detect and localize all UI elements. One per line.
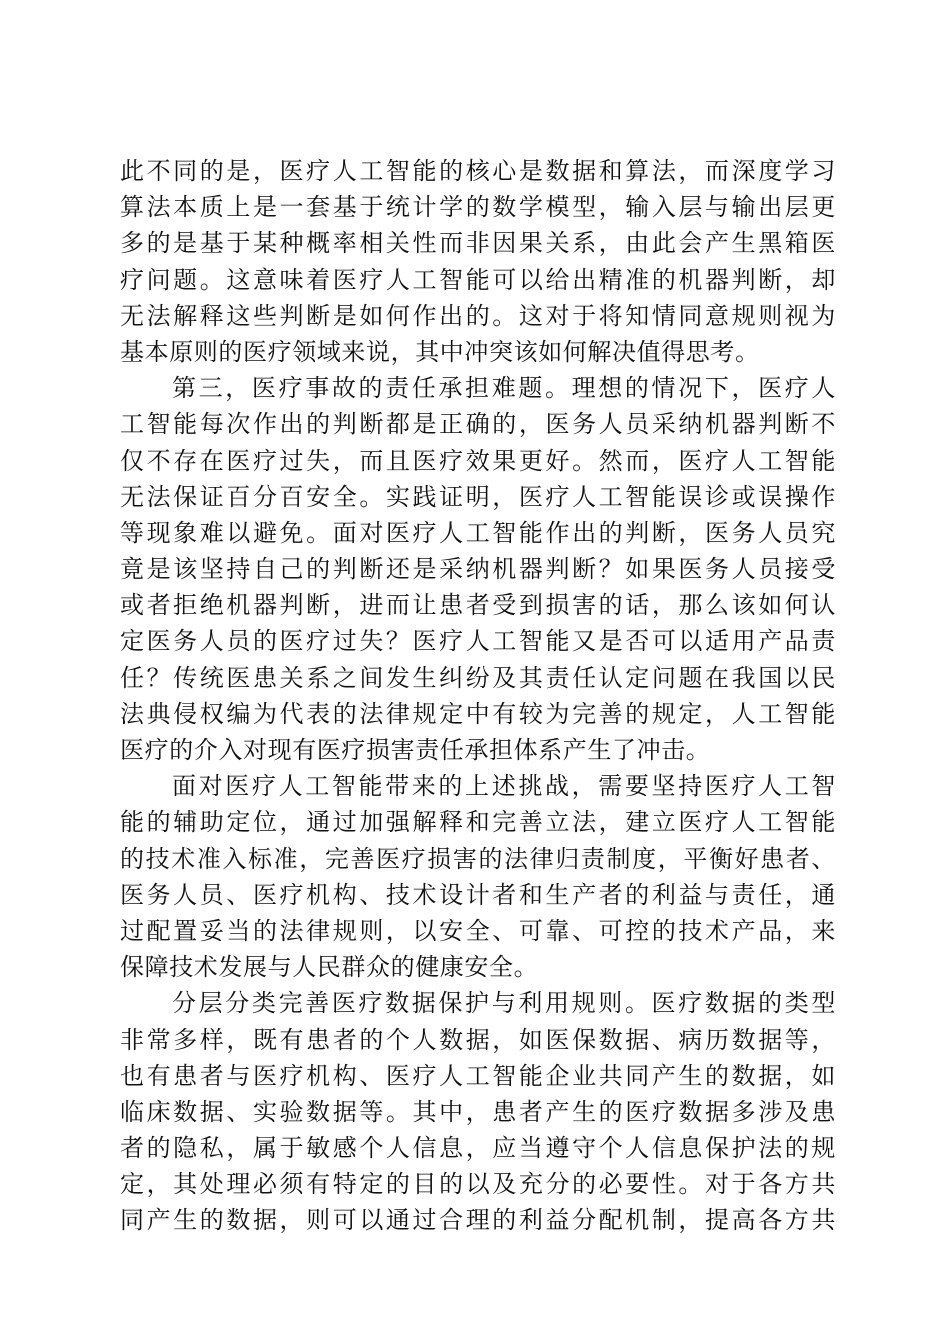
text-line: 基本原则的医疗领域来说，其中冲突该如何解决值得思考。 <box>120 337 760 366</box>
text-line: 竟是该坚持自己的判断还是采纳机器判断？如果医务人员接受 <box>120 555 836 584</box>
text-line: 仅不存在医疗过失，而且医疗效果更好。然而，医疗人工智能 <box>120 446 836 475</box>
paragraph <box>120 153 836 370</box>
text-line: 法典侵权编为代表的法律规定中有较为完善的规定，人工智能 <box>120 699 836 728</box>
text-line: 此不同的是，医疗人工智能的核心是数据和算法，而深度学习 <box>120 157 836 185</box>
text-line: 保障技术发展与人民群众的健康安全。 <box>120 953 539 982</box>
text-line: 医务人员、医疗机构、技术设计者和生产者的利益与责任，通 <box>120 880 836 909</box>
text-line: 定医务人员的医疗过失？医疗人工智能又是否可以适用产品责 <box>120 627 836 656</box>
text-line: 过配置妥当的法律规则，以安全、可靠、可控的技术产品，来 <box>120 916 836 945</box>
text-line: 等现象难以避免。面对医疗人工智能作出的判断，医务人员究 <box>120 518 836 547</box>
document-body <box>120 153 836 1239</box>
text-line: 无法解释这些判断是如何作出的。这对于将知情同意规则视为 <box>120 301 836 330</box>
text-line: 同产生的数据，则可以通过合理的利益分配机制，提高各方共 <box>120 1206 836 1235</box>
text-line: 算法本质上是一套基于统计学的数学模型，输入层与输出层更 <box>120 193 836 222</box>
text-line: 分层分类完善医疗数据保护与利用规则。医疗数据的类型 <box>172 989 836 1018</box>
text-line: 面对医疗人工智能带来的上述挑战，需要坚持医疗人工智 <box>172 772 836 801</box>
text-line: 医疗的介入对现有医疗损害责任承担体系产生了冲击。 <box>120 736 711 764</box>
paragraph <box>120 370 836 768</box>
text-line: 非常多样，既有患者的个人数据，如医保数据、病历数据等， <box>120 1025 836 1054</box>
text-line: 定，其处理必须有特定的目的以及充分的必要性。对于各方共 <box>120 1170 836 1199</box>
text-line: 也有患者与医疗机构、医疗人工智能企业共同产生的数据，如 <box>120 1061 836 1090</box>
paragraph <box>120 985 836 1238</box>
text-line: 的技术准入标准，完善医疗损害的法律归责制度，平衡好患者、 <box>120 844 836 873</box>
text-line: 能的辅助定位，通过加强解释和完善立法，建立医疗人工智能 <box>120 808 836 837</box>
paragraph <box>120 768 836 985</box>
text-line: 任？传统医患关系之间发生纠纷及其责任认定问题在我国以民 <box>120 663 836 692</box>
text-line: 无法保证百分百安全。实践证明，医疗人工智能误诊或误操作 <box>120 482 836 511</box>
text-line: 疗问题。这意味着医疗人工智能可以给出精准的机器判断，却 <box>120 265 836 294</box>
text-line: 多的是基于某种概率相关性而非因果关系，由此会产生黑箱医 <box>120 229 836 258</box>
text-line: 第三，医疗事故的责任承担难题。理想的情况下，医疗人 <box>172 374 836 403</box>
text-line: 者的隐私，属于敏感个人信息，应当遵守个人信息保护法的规 <box>120 1134 836 1163</box>
text-line: 或者拒绝机器判断，进而让患者受到损害的话，那么该如何认 <box>120 591 836 620</box>
text-line: 临床数据、实验数据等。其中，患者产生的医疗数据多涉及患 <box>120 1097 836 1126</box>
text-line: 工智能每次作出的判断都是正确的，医务人员采纳机器判断不 <box>120 410 836 439</box>
